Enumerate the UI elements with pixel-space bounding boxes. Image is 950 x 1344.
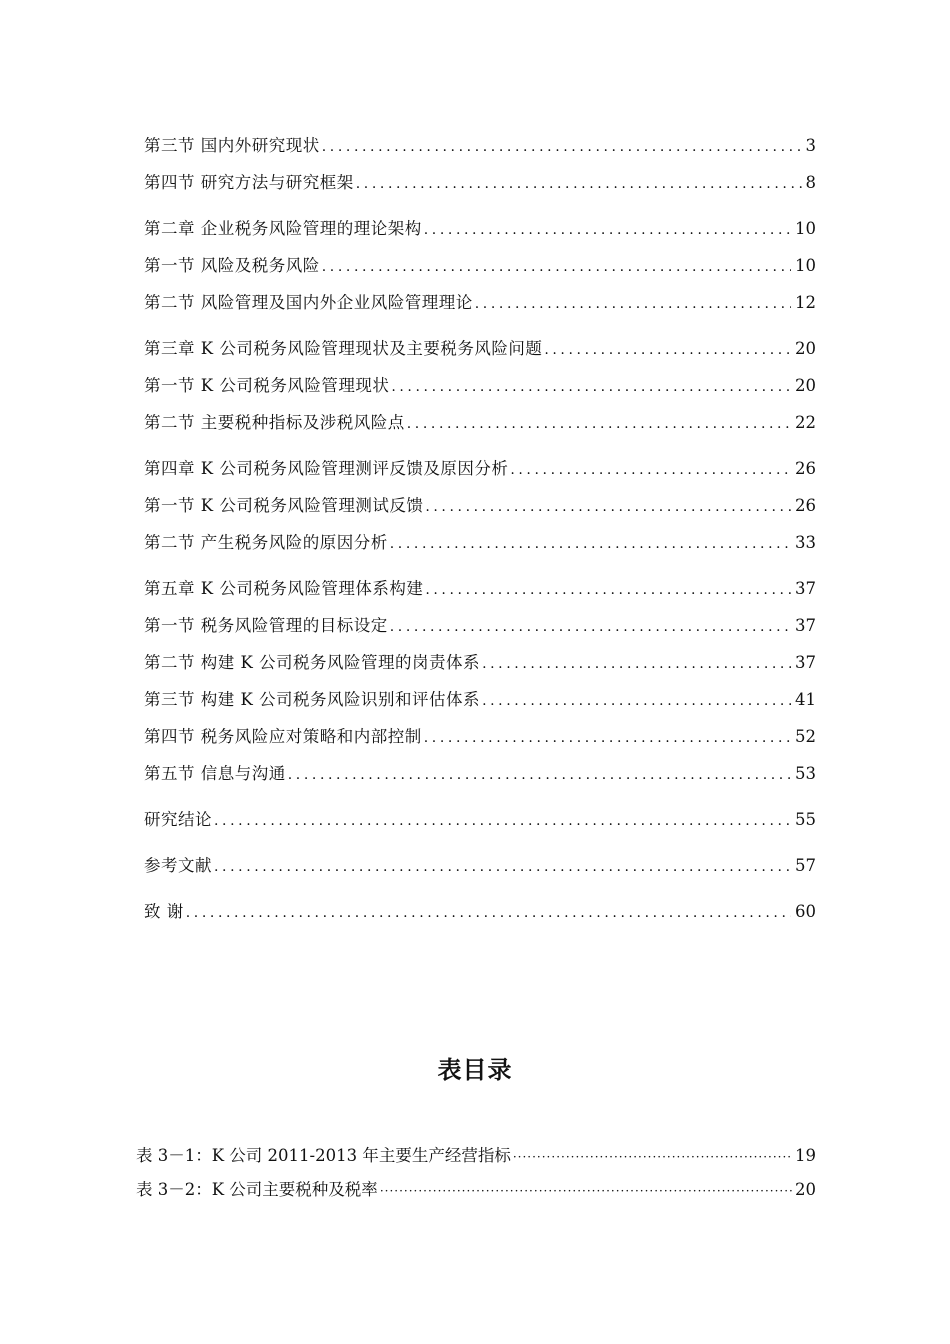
toc-entry[interactable] bbox=[144, 856, 816, 877]
list-of-tables-heading: 表目录 bbox=[437, 1056, 513, 1084]
toc-entry[interactable] bbox=[144, 810, 816, 831]
toc-entry[interactable] bbox=[144, 136, 816, 157]
dot-leader bbox=[186, 903, 791, 923]
toc-entry-label: 第四节 研究方法与研究框架 bbox=[144, 173, 354, 192]
toc-entry[interactable] bbox=[144, 293, 816, 314]
toc-entry[interactable] bbox=[144, 459, 816, 480]
toc-entry-page-number: 12 bbox=[795, 293, 816, 312]
dot-leader bbox=[482, 654, 791, 674]
toc-entry-label: 第一节 K 公司税务风险管理现状 bbox=[144, 376, 390, 395]
dot-leader bbox=[214, 811, 791, 831]
toc-entry-page-number: 57 bbox=[795, 856, 816, 875]
toc-entry-label: 第二节 主要税种指标及涉税风险点 bbox=[144, 413, 405, 432]
toc-entry[interactable] bbox=[144, 376, 816, 397]
dot-leader bbox=[380, 1179, 793, 1203]
toc-entry[interactable] bbox=[144, 727, 816, 748]
toc-entry-label: 第四章 K 公司税务风险管理测评反馈及原因分析 bbox=[144, 459, 509, 478]
dot-leader bbox=[288, 765, 791, 785]
toc-entry-label: 第二章 企业税务风险管理的理论架构 bbox=[144, 219, 422, 238]
toc-entry-label: 第三章 K 公司税务风险管理现状及主要税务风险问题 bbox=[144, 339, 543, 358]
dot-leader bbox=[424, 728, 791, 748]
toc-entry-page-number: 3 bbox=[805, 136, 816, 155]
toc-entry[interactable] bbox=[144, 653, 816, 674]
toc-entry-page-number: 8 bbox=[805, 173, 816, 192]
dot-leader bbox=[407, 414, 791, 434]
toc-entry-label: 第二节 风险管理及国内外企业风险管理理论 bbox=[144, 293, 473, 312]
toc-entry-page-number: 37 bbox=[795, 653, 816, 672]
dot-leader bbox=[513, 1145, 793, 1169]
toc-entry-label: 第二节 构建 K 公司税务风险管理的岗责体系 bbox=[144, 653, 481, 672]
toc-entry[interactable] bbox=[144, 256, 816, 277]
dot-leader bbox=[510, 460, 791, 480]
toc-entry-label: 研究结论 bbox=[144, 810, 212, 829]
table-list-entry[interactable] bbox=[136, 1178, 816, 1204]
toc-entry[interactable] bbox=[144, 616, 816, 637]
toc-entry-page-number: 10 bbox=[795, 256, 816, 275]
toc-entry-page-number: 37 bbox=[795, 579, 816, 598]
toc-entry-label: 第四节 税务风险应对策略和内部控制 bbox=[144, 727, 422, 746]
toc-entry[interactable] bbox=[144, 219, 816, 240]
toc-entry-page-number: 52 bbox=[795, 727, 816, 746]
toc-entry-page-number: 41 bbox=[795, 690, 816, 709]
toc-entry-label: 第五节 信息与沟通 bbox=[144, 764, 286, 783]
toc-entry[interactable] bbox=[144, 173, 816, 194]
dot-leader bbox=[425, 580, 791, 600]
toc-entry-label: 第一节 风险及税务风险 bbox=[144, 256, 320, 275]
dot-leader bbox=[390, 534, 791, 554]
toc-entry[interactable] bbox=[144, 902, 816, 923]
toc-entry-page-number: 22 bbox=[795, 413, 816, 432]
list-of-tables bbox=[136, 1144, 816, 1204]
dot-leader bbox=[424, 220, 791, 240]
dot-leader bbox=[475, 294, 791, 314]
toc-entry-page-number: 53 bbox=[795, 764, 816, 783]
toc-entry[interactable] bbox=[144, 496, 816, 517]
toc-entry[interactable] bbox=[144, 764, 816, 785]
toc-entry-label: 参考文献 bbox=[144, 856, 212, 875]
dot-leader bbox=[391, 377, 791, 397]
toc-entry-page-number: 20 bbox=[795, 376, 816, 395]
toc-entry-page-number: 37 bbox=[795, 616, 816, 635]
table-list-entry-page-number: 20 bbox=[795, 1180, 816, 1199]
table-list-entry-page-number: 19 bbox=[795, 1146, 816, 1165]
toc-entry-page-number: 55 bbox=[795, 810, 816, 829]
dot-leader bbox=[322, 257, 791, 277]
toc-entry-label: 第二节 产生税务风险的原因分析 bbox=[144, 533, 388, 552]
toc-entry-label: 第三节 国内外研究现状 bbox=[144, 136, 320, 155]
toc-entry[interactable] bbox=[144, 533, 816, 554]
toc-entry-label: 第三节 构建 K 公司税务风险识别和评估体系 bbox=[144, 690, 481, 709]
dot-leader bbox=[425, 497, 791, 517]
dot-leader bbox=[356, 174, 802, 194]
dot-leader bbox=[214, 857, 791, 877]
dot-leader bbox=[390, 617, 791, 637]
dot-leader bbox=[544, 340, 791, 360]
toc-entry-page-number: 26 bbox=[795, 496, 816, 515]
toc-entry-page-number: 10 bbox=[795, 219, 816, 238]
dot-leader bbox=[482, 691, 791, 711]
toc-entry-page-number: 60 bbox=[795, 902, 816, 921]
toc-entry[interactable] bbox=[144, 413, 816, 434]
dot-leader bbox=[322, 137, 802, 157]
table-list-entry-label: 表 3－1：K 公司 2011-2013 年主要生产经营指标 bbox=[136, 1146, 511, 1165]
table-list-entry[interactable] bbox=[136, 1144, 816, 1170]
toc-entry[interactable] bbox=[144, 579, 816, 600]
toc-entry-page-number: 33 bbox=[795, 533, 816, 552]
toc-entry[interactable] bbox=[144, 339, 816, 360]
toc-entry-label: 第一节 税务风险管理的目标设定 bbox=[144, 616, 388, 635]
toc-entry[interactable] bbox=[144, 690, 816, 711]
table-of-contents bbox=[144, 136, 816, 923]
toc-entry-label: 致 谢 bbox=[144, 902, 184, 921]
toc-entry-label: 第一节 K 公司税务风险管理测试反馈 bbox=[144, 496, 424, 515]
table-list-entry-label: 表 3－2：K 公司主要税种及税率 bbox=[136, 1180, 378, 1199]
toc-entry-page-number: 20 bbox=[795, 339, 816, 358]
toc-entry-label: 第五章 K 公司税务风险管理体系构建 bbox=[144, 579, 424, 598]
toc-entry-page-number: 26 bbox=[795, 459, 816, 478]
